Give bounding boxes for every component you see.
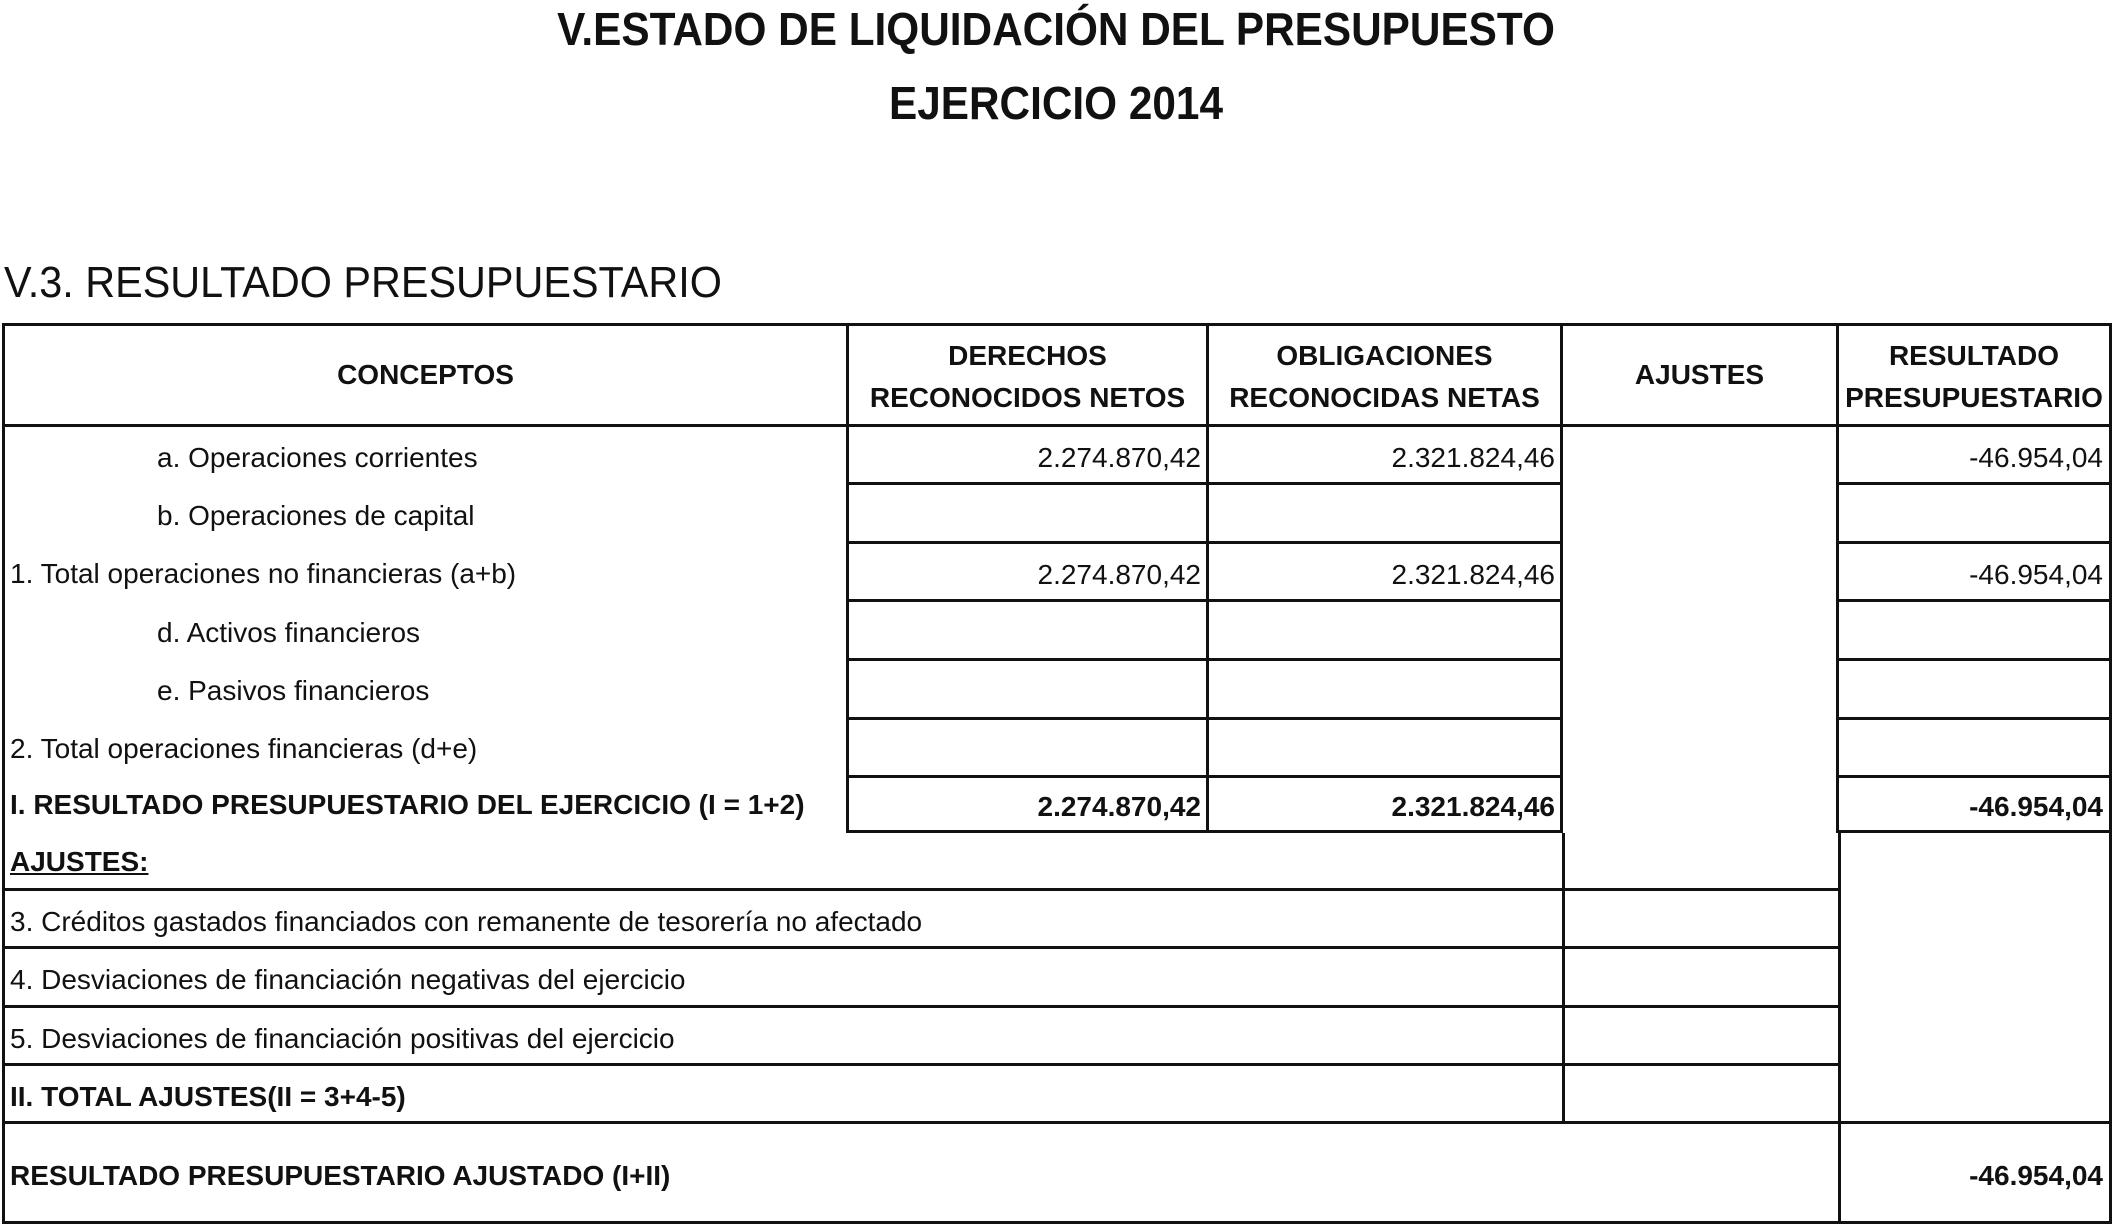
header-conceptos: CONCEPTOS	[337, 359, 514, 390]
report-title: V.ESTADO DE LIQUIDACIÓN DEL PRESUPUESTO	[557, 3, 1555, 55]
row-label-operaciones-corrientes: a. Operaciones corrientes	[157, 442, 478, 473]
obligaciones-total-no-financieras: 2.321.824,46	[1391, 559, 1555, 590]
resultado-total-no-financieras: -46.954,04	[1969, 559, 2103, 590]
row-label-creditos-gastados: 3. Créditos gastados financiados con remanente de tesorería no afectado	[10, 906, 923, 937]
obligaciones-operaciones-corrientes: 2.321.824,46	[1391, 442, 1555, 473]
row-label-resultado-ejercicio: I. RESULTADO PRESUPUESTARIO DEL EJERCICIO (I = 1+2)	[10, 789, 805, 820]
header-resultado-line2: PRESUPUESTARIO	[1845, 382, 2103, 413]
header-obligaciones-line2: RECONOCIDAS NETAS	[1229, 382, 1540, 413]
header-obligaciones-line1: OBLIGACIONES	[1276, 340, 1493, 371]
row-label-desviaciones-negativas: 4. Desviaciones de financiación negativas del ejercicio	[10, 964, 686, 995]
resultado-resultado-ejercicio: -46.954,04	[1969, 791, 2103, 822]
header-derechos-line1: DERECHOS	[948, 340, 1107, 371]
section-title: V.3. RESULTADO PRESUPUESTARIO	[4, 258, 722, 307]
header-resultado-line1: RESULTADO	[1888, 340, 2060, 371]
row-label-activos-financieros: d. Activos financieros	[157, 617, 421, 648]
row-label-pasivos-financieros: e. Pasivos financieros	[157, 675, 430, 706]
row-label-desviaciones-positivas: 5. Desviaciones de financiación positivas del ejercicio	[10, 1023, 675, 1054]
report-year: EJERCICIO 2014	[888, 77, 1224, 129]
resultado-ajustado-value: -46.954,04	[1969, 1160, 2103, 1191]
header-derechos-line2: RECONOCIDOS NETOS	[869, 382, 1186, 413]
row-label-total-no-financieras: 1. Total operaciones no financieras (a+b)	[10, 558, 517, 589]
row-label-operaciones-capital: b. Operaciones de capital	[157, 500, 475, 531]
header-ajustes: AJUSTES	[1634, 359, 1765, 390]
resultado-operaciones-corrientes: -46.954,04	[1969, 442, 2103, 473]
derechos-total-no-financieras: 2.274.870,42	[1037, 559, 1201, 590]
row-label-resultado-ajustado: RESULTADO PRESUPUESTARIO AJUSTADO (I+II)	[10, 1160, 671, 1191]
row-label-total-ajustes: II. TOTAL AJUSTES(II = 3+4-5)	[10, 1081, 406, 1112]
obligaciones-resultado-ejercicio: 2.321.824,46	[1391, 791, 1555, 822]
row-label-total-financieras: 2. Total operaciones financieras (d+e)	[10, 733, 478, 764]
derechos-operaciones-corrientes: 2.274.870,42	[1037, 442, 1201, 473]
derechos-resultado-ejercicio: 2.274.870,42	[1037, 791, 1201, 822]
ajustes-heading: AJUSTES:	[10, 846, 149, 877]
